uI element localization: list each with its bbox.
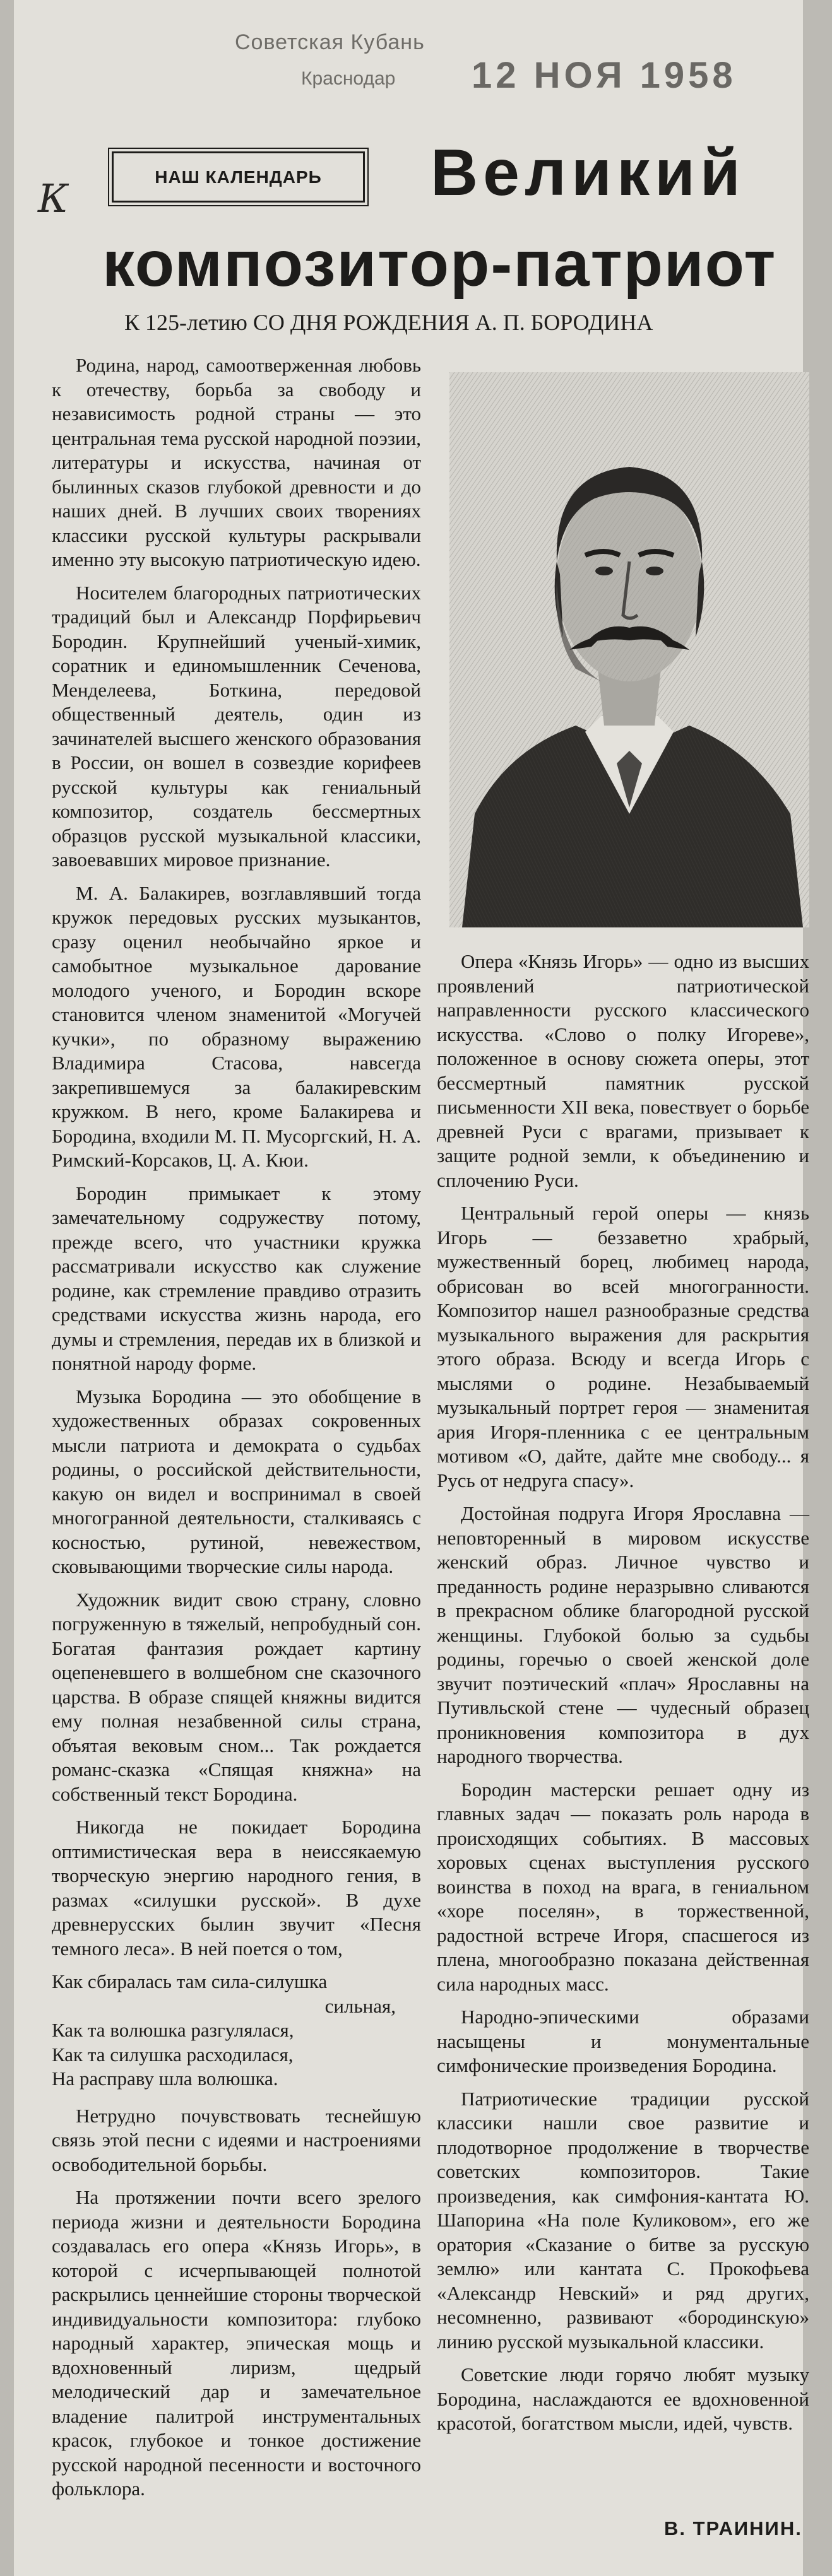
paragraph: Художник видит свою страну, словно погруженную в тяжелый, непробудный сон. Богатая фантазия рождает картину оцепеневшего в волшебном сне сказочного царства. В образе спящей княжны видится ему полная незабвенной силы страна, объятая вековым сном... Так рождается романс-сказка «Спящая княжна» на собственный текст Бородина.	[52, 1588, 421, 1805]
poem-line: сильная,	[324, 1994, 396, 2017]
article-column-left	[52, 353, 421, 2510]
stamp-city: Краснодар	[301, 68, 396, 89]
poem-line: Как сбиралась там сила-силушка	[52, 1970, 328, 1992]
author-signature: В. ТРАИНИН.	[664, 2517, 802, 2539]
portrait-image	[449, 372, 809, 927]
paragraph: М. А. Балакирев, возглавлявший тогда кружок передовых русских музыкантов, сразу оценил необычайно яркое и самобытное музыкальное дарование молодого ученого, и Бородин вскоре становится членом знаменитой «Могучей кучки», по образному выражению Владимира Стасова, навсегда закрепившемуся за балакиревским кружком. В него, кроме Балакирева и Бородина, входили М. П. Мусоргский, Н. А. Римский-Корсаков, Ц. А. Кюи.	[52, 881, 421, 1171]
headline-line-2: композитор-патриот	[102, 228, 777, 300]
poem-quote	[52, 1970, 421, 2091]
paragraph: Носителем благородных патриотических традиций был и Александр Порфирьевич Бородин. Крупнейший ученый-химик, соратник и единомышленник Сеченова, Менделеева, Боткина, передовой общественный деятель, один из зачинателей высшего женского образования в России, он вошел в созвездие корифеев русской культуры как гениальный композитор, создатель бессмертных образцов русской музыкальной классики, завоевавших мировое признание.	[52, 581, 421, 871]
paragraph: Патриотические традиции русской классики нашли свое развитие и плодотворное продолжение в творчестве советских композиторов. Такие произведения, как симфония-кантата Ю. Шапорина «На поле Куликовом», его же оратория «Сказание о битве за русскую землю» или кантата С. Прокофьева «Александр Невский» и ряд других, несомненно, развивают «бородинскую» линию русской музыкальной классики.	[437, 2087, 809, 2353]
stamp-date: 12 НОЯ 1958	[472, 55, 737, 96]
handwritten-mark: К	[38, 175, 68, 221]
paragraph: Музыка Бородина — это обобщение в художественных образах сокровенных мысли патриота и демократа о судьбах родины, о российской действительности, какую он видел и воспринимал в своей многогранной деятельности, сталкиваясь с косностью, рутиной, невежеством, сковывающими творческие силы народа.	[52, 1385, 421, 1577]
paragraph: Центральный герой оперы — князь Игорь — беззаветно храбрый, мужественный борец, любимец народа, обрисован во всей многогранности. Композитор нашел разнообразные средства музыкального выражения для раскрытия этого образа. Всюду и всегда Игорь с мыслями о родине. Незабываемый музыкальный портрет героя — знаменитая ария Игоря-пленника с ее центральным мотивом «О, дайте, дайте мне свободу... я Русь от недруга спасу».	[437, 1202, 809, 1491]
poem-line: На расправу шла волюшка.	[52, 2067, 278, 2090]
subtitle: К 125-летию СО ДНЯ РОЖДЕНИЯ А. П. БОРОДИНА	[124, 310, 653, 335]
paragraph: Нетрудно почувствовать теснейшую связь этой песни с идеями и настроениями освободительной борьбы.	[52, 2104, 421, 2175]
poem-line: Как та силушка расходилася,	[52, 2043, 294, 2066]
newspaper-clipping	[14, 0, 809, 2576]
paragraph: Опера «Князь Игорь» — одно из высших проявлений патриотической направленности русского классического искусства. «Слово о полку Игореве», положенное в основу сюжета оперы, этот бессмертный памятник русской письменности XII века, повествует о борьбе древней Руси с врагами, призывает к защите родной земли, к объединению и сплочению Руси.	[437, 950, 809, 1191]
rubric-label: НАШ КАЛЕНДАРЬ	[155, 167, 322, 187]
paragraph: Родина, народ, самоотверженная любовь к отечеству, борьба за свободу и независимость родной страны — это центральная тема русской народной поэзии, литературы и искусства, начиная от былинных сказов глубокой древности и до наших дней. В лучших своих творениях классики русской культуры раскрывали именно эту высокую патриотическую идею.	[52, 354, 421, 570]
paragraph: Народно-эпическими образами насыщены и монументальные симфонические произведения Бородина.	[437, 2006, 809, 2076]
paragraph: Достойная подруга Игоря Ярославна — неповторенный в мировом искусстве женский образ. Личное чувство и преданность родине неразрывно сливаются в прекрасном облике благородной русской женщины. Глубокой болью за судьбы родины, горечью о своей женской доле звучит поэтический «плач» Ярославны на Путивльской стене — чудесный образец проникновения композитора в дух народного творчества.	[437, 1502, 809, 1767]
rubric-box	[112, 151, 365, 203]
portrait-engraving	[449, 372, 809, 927]
poem-line: Как та волюшка разгулялася,	[52, 2019, 294, 2041]
paragraph: Никогда не покидает Бородина оптимистическая вера в неиссякаемую творческую энергию народного гения, в размах «силушки русской». В духе древнерусских былин звучит «Песня темного леса». В ней поется о том,	[52, 1816, 421, 1960]
paragraph: Бородин мастерски решает одну из главных задач — показать роль народа в происходящих событиях. В массовых хоровых сценах выступления русского воинства в поход на врага, в гениальном «хоре поселян», в торжественной, радостной встрече Игоря, спасшегося из плена, многообразно показана действенная сила народных масс.	[437, 1778, 809, 1995]
headline-line-1: Великий	[431, 136, 746, 209]
paragraph: На протяжении почти всего зрелого периода жизни и деятельности Бородина создавалась его опера «Князь Игорь», в которой с исчерпывающей полнотой раскрылись ценнейшие стороны творческой индивидуальности композитора: глубоко народный характер, эпическая мощь и вдохновенный лиризм, щедрый мелодический дар и замечательное владение палитрой инструментальных красок, глубокое и тонкое достижение русской народной песенности и восточного фольклора.	[52, 2186, 421, 2500]
paragraph: Бородин примыкает к этому замечательному содружеству потому, прежде всего, что участники кружка рассматривали искусство как служение родине, как стремление правдиво отразить средствами искусства жизнь народа, его думы и стремления, передав их в близкой и понятной народу форме.	[52, 1182, 421, 1374]
paragraph: Советские люди горячо любят музыку Бородина, наслаждаются ее вдохновенной красотой, богатством мысли, идей, чувств.	[437, 2363, 809, 2434]
stamp-source: Советская Кубань	[235, 30, 425, 54]
article-column-right	[437, 950, 809, 2445]
